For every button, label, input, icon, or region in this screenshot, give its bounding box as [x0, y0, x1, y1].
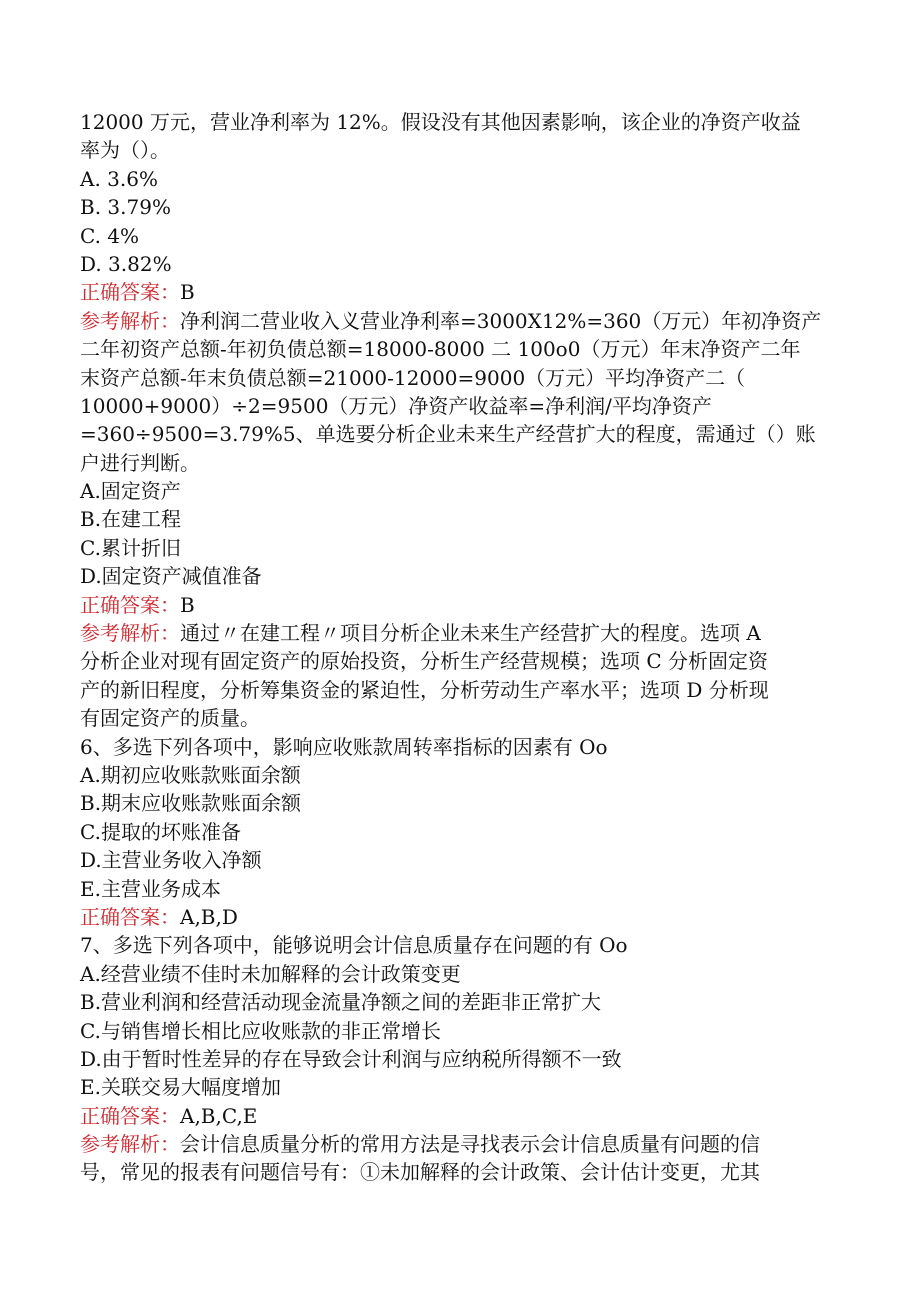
- text-line: [80, 420, 840, 448]
- text-line: [80, 988, 840, 1016]
- line-text: E.关联交易大幅度增加: [80, 1075, 281, 1100]
- text-line: [80, 676, 840, 704]
- line-text: B: [180, 280, 195, 305]
- text-line: [80, 307, 840, 335]
- line-text: D.主营业务收入净额: [80, 848, 262, 873]
- text-line: [80, 222, 840, 250]
- answer-label: 参考解析：: [80, 621, 180, 646]
- line-text: E.主营业务成本: [80, 876, 221, 901]
- text-line: [80, 1130, 840, 1158]
- text-line: [80, 534, 840, 562]
- line-text: D. 3.82%: [80, 251, 172, 276]
- text-line: [80, 789, 840, 817]
- line-text: C. 4%: [80, 223, 140, 248]
- text-line: [80, 477, 840, 505]
- text-line: [80, 562, 840, 590]
- line-text: 7、多选下列各项中，能够说明会计信息质量存在问题的有 Oo: [80, 933, 628, 958]
- text-line: [80, 1102, 840, 1130]
- line-text: A.固定资产: [80, 479, 181, 504]
- text-line: [80, 392, 840, 420]
- line-text: 6、多选下列各项中，影响应收账款周转率指标的因素有 Oo: [80, 734, 608, 759]
- line-text: A.期初应收账款账面余额: [80, 762, 301, 787]
- line-text: C.与销售增长相比应收账款的非正常增长: [80, 1018, 441, 1043]
- line-text: B: [180, 592, 195, 617]
- line-text: 户进行判断。: [80, 450, 200, 475]
- answer-label: 参考解析：: [80, 308, 180, 333]
- line-text: B.在建工程: [80, 507, 182, 532]
- line-text: 10000+9000）÷2=9500（万元）净资产收益率=净利润/平均净资产: [80, 393, 712, 418]
- line-text: 率为（）。: [80, 138, 170, 163]
- text-line: [80, 165, 840, 193]
- text-line: [80, 505, 840, 533]
- line-text: 会计信息质量分析的常用方法是寻找表示会计信息质量有问题的信: [180, 1132, 760, 1157]
- line-text: A. 3.6%: [80, 166, 158, 191]
- text-line: [80, 250, 840, 278]
- text-line: [80, 193, 840, 221]
- line-text: 末资产总额-年末负债总额=21000-12000=9000（万元）平均净资产二（: [80, 365, 746, 390]
- text-line: [80, 647, 840, 675]
- line-text: D.固定资产减值准备: [80, 564, 262, 589]
- answer-label: 正确答案：: [80, 904, 180, 929]
- line-text: A,B,D: [180, 904, 238, 929]
- line-text: 分析企业对现有固定资产的原始投资，分析生产经营规模；选项 C 分析固定资: [80, 649, 769, 674]
- text-line: [80, 903, 840, 931]
- line-text: A,B,C,E: [180, 1103, 258, 1128]
- text-line: [80, 1158, 840, 1186]
- line-text: 有固定资产的质量。: [80, 706, 260, 731]
- line-text: B. 3.79%: [80, 195, 171, 220]
- text-line: [80, 733, 840, 761]
- text-line: [80, 1017, 840, 1045]
- text-line: [80, 449, 840, 477]
- text-line: [80, 1073, 840, 1101]
- text-line: [80, 1045, 840, 1073]
- text-line: [80, 761, 840, 789]
- line-text: B.期末应收账款账面余额: [80, 791, 302, 816]
- text-line: [80, 818, 840, 846]
- line-text: 12000 万元，营业净利率为 12%。假设没有其他因素影响，该企业的净资产收益: [80, 110, 801, 134]
- text-line: [80, 108, 840, 136]
- text-line: [80, 960, 840, 988]
- line-text: C.累计折旧: [80, 535, 181, 560]
- line-text: C.提取的坏账准备: [80, 819, 241, 844]
- answer-label: 正确答案：: [80, 592, 180, 617]
- line-text: A.经营业绩不佳时未加解释的会计政策变更: [80, 961, 461, 986]
- text-line: [80, 619, 840, 647]
- text-line: [80, 335, 840, 363]
- line-text: 净利润二营业收入义营业净利率=3000X12%=360（万元）年初净资产: [180, 308, 822, 333]
- text-line: [80, 931, 840, 959]
- text-line: [80, 875, 840, 903]
- line-text: 产的新旧程度，分析筹集资金的紧迫性，分析劳动生产率水平；选项 D 分析现: [80, 677, 769, 702]
- answer-label: 参考解析：: [80, 1132, 180, 1157]
- text-line: [80, 278, 840, 306]
- text-line: [80, 846, 840, 874]
- line-text: 号，常见的报表有问题信号有：①未加解释的会计政策、会计估计变更，尤其: [80, 1160, 760, 1185]
- line-text: D.由于暂时性差异的存在导致会计利润与应纳税所得额不一致: [80, 1046, 622, 1071]
- document-page: [80, 108, 840, 1187]
- answer-label: 正确答案：: [80, 280, 180, 305]
- line-text: 二年初资产总额-年初负债总额=18000-8000 二 100o0（万元）年末净资产二年: [80, 337, 801, 362]
- line-text: =360÷9500=3.79%5、单选要分析企业未来生产经营扩大的程度，需通过（）账: [80, 422, 816, 447]
- text-line: [80, 364, 840, 392]
- text-line: [80, 136, 840, 164]
- line-text: 通过〃在建工程〃项目分析企业未来生产经营扩大的程度。选项 A: [180, 621, 761, 646]
- line-text: B.营业利润和经营活动现金流量净额之间的差距非正常扩大: [80, 990, 602, 1015]
- text-line: [80, 591, 840, 619]
- answer-label: 正确答案：: [80, 1103, 180, 1128]
- text-line: [80, 704, 840, 732]
